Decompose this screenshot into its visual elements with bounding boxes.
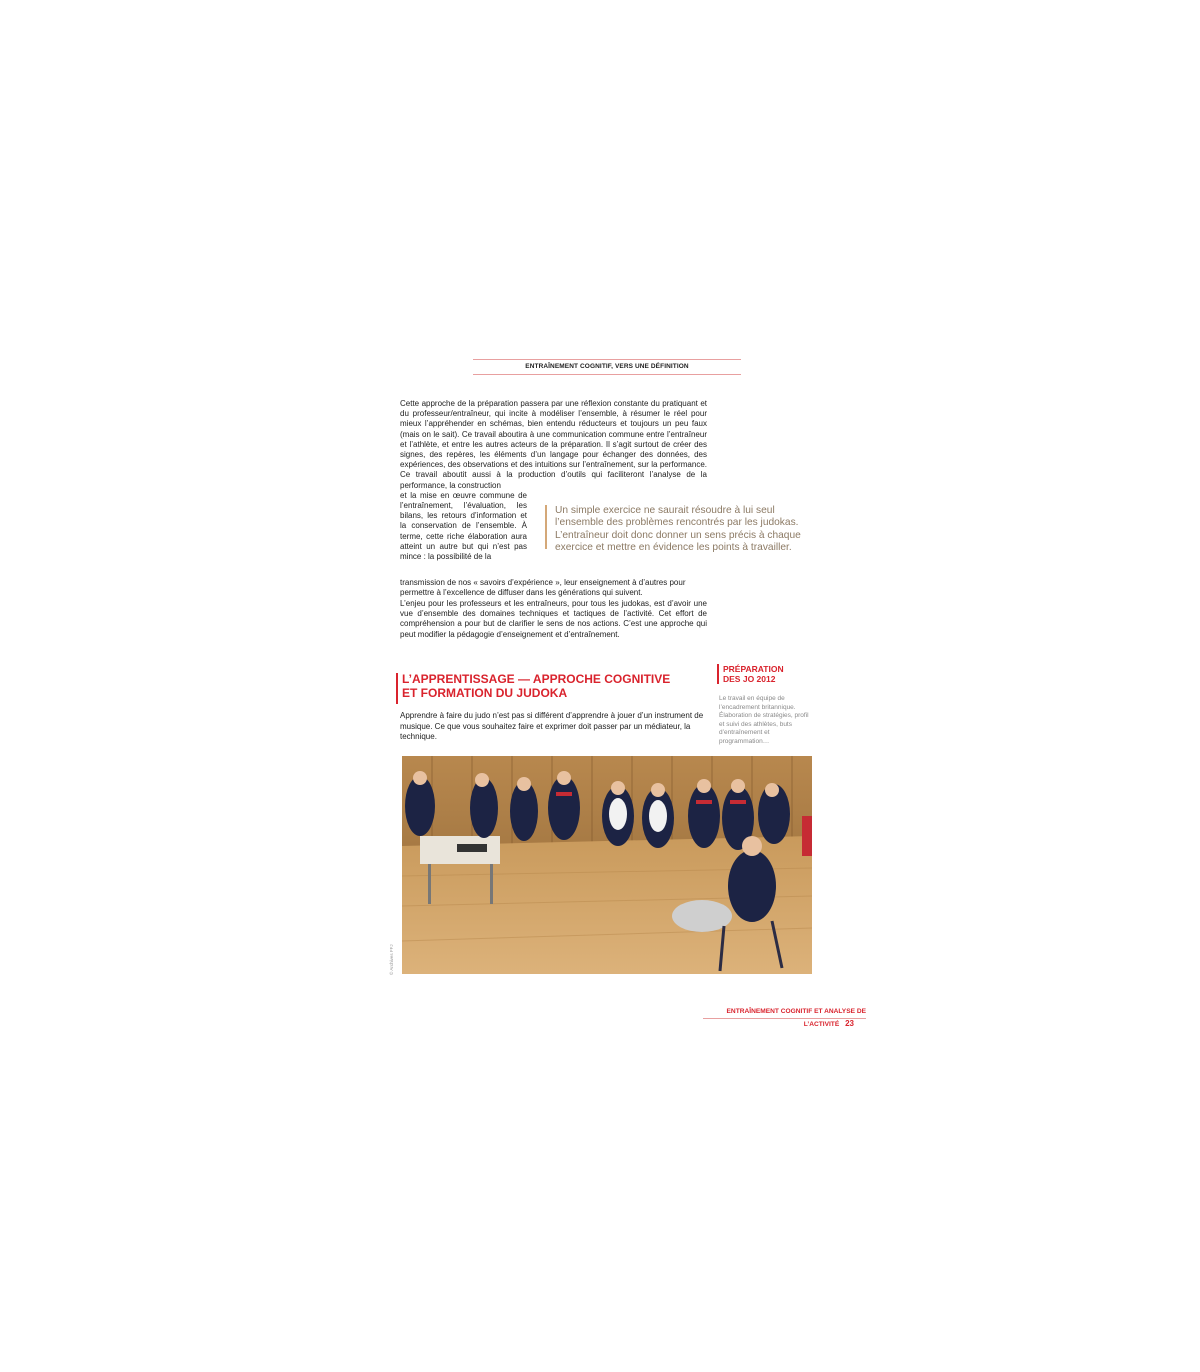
- paragraph-1-narrow: et la mise en œuvre commune de l’entraînement, l’évaluation, les bilans, les retours d’information et la conservation de l’ensemble. À terme, cette riche élaboration aura atteint un autre but qui n’est pas mince : la possibilité de la: [400, 490, 527, 562]
- paragraph-1-end: transmission de nos « savoirs d’expérience », leur enseignement à d’autres pour permettre à l’excellence de diffuser dans les générations qui suivent.: [400, 578, 686, 598]
- photo-credit: © Archives FFJ: [389, 944, 394, 975]
- sidebar-title: [717, 664, 813, 684]
- section-intro: Apprendre à faire du judo n’est pas si différent d’apprendre à jouer d’un instrument de musique. Ce que vous souhaitez faire et exprimer doit passer par un médiateur, la technique.: [400, 711, 704, 741]
- pull-quote: Un simple exercice ne saurait résoudre à lui seul l’ensemble des problèmes rencontrés par les judokas. L’entraîneur doit donc donner un sens précis à chaque exercice et mettre en évidence les points à travailler.: [545, 505, 817, 549]
- team-meeting-photo: [402, 756, 812, 974]
- section-title-line-2: ET FORMATION DU JUDOKA: [402, 685, 568, 700]
- sidebar-caption: Le travail en équipe de l’encadrement britannique. Élaboration de stratégies, profil et suivi des athlètes, buts d’entraînement et programmation…: [719, 695, 809, 745]
- section-title-line-1: L’APPRENTISSAGE — APPROCHE COGNITIVE: [402, 672, 671, 686]
- sidebar-title-line-1: PRÉPARATION: [723, 664, 784, 674]
- paragraph-2: L’enjeu pour les professeurs et les entraîneurs, pour tous les judokas, est d’avoir une vue d’ensemble des domaines techniques et tactiques de l’activité. Cet effort de compréhension a pour but de clarifier le sens de nos actions. C’est une approche qui peut modifier la pédagogie d’enseignement et d’entraînement.: [400, 599, 707, 639]
- section-title: [396, 673, 712, 704]
- sidebar-title-line-2: DES JO 2012: [723, 674, 776, 684]
- page-number: 23: [845, 1019, 854, 1028]
- running-header: ENTRAÎNEMENT COGNITIF, VERS UNE DÉFINITION: [473, 359, 741, 375]
- paragraph-1-full: Cette approche de la préparation passera par une réflexion constante du pratiquant et du professeur/entraîneur, qui incite à modéliser l’ensemble, à résumer le réel pour mieux l’appréhender en schémas, bien entendu réducteurs et toujours un peu faux (mais on le sait). Ce travail aboutira à une communication commune entre l’entraîneur et l’athlète, et entre les autres acteurs de la préparation. Il s’agit surtout de créer des signes, des repères, les éléments d’un langage pour échanger des données, des expériences, des observations et des intuitions sur l’entraînement, sur la performance. Ce travail aboutit aussi à la production d’outils qui faciliteront l’analyse de la performance, la construction: [400, 399, 707, 490]
- footer-title: ENTRAÎNEMENT COGNITIF ET ANALYSE DE L’ACTIVITÉ: [726, 1008, 866, 1028]
- running-footer: [703, 1006, 866, 1028]
